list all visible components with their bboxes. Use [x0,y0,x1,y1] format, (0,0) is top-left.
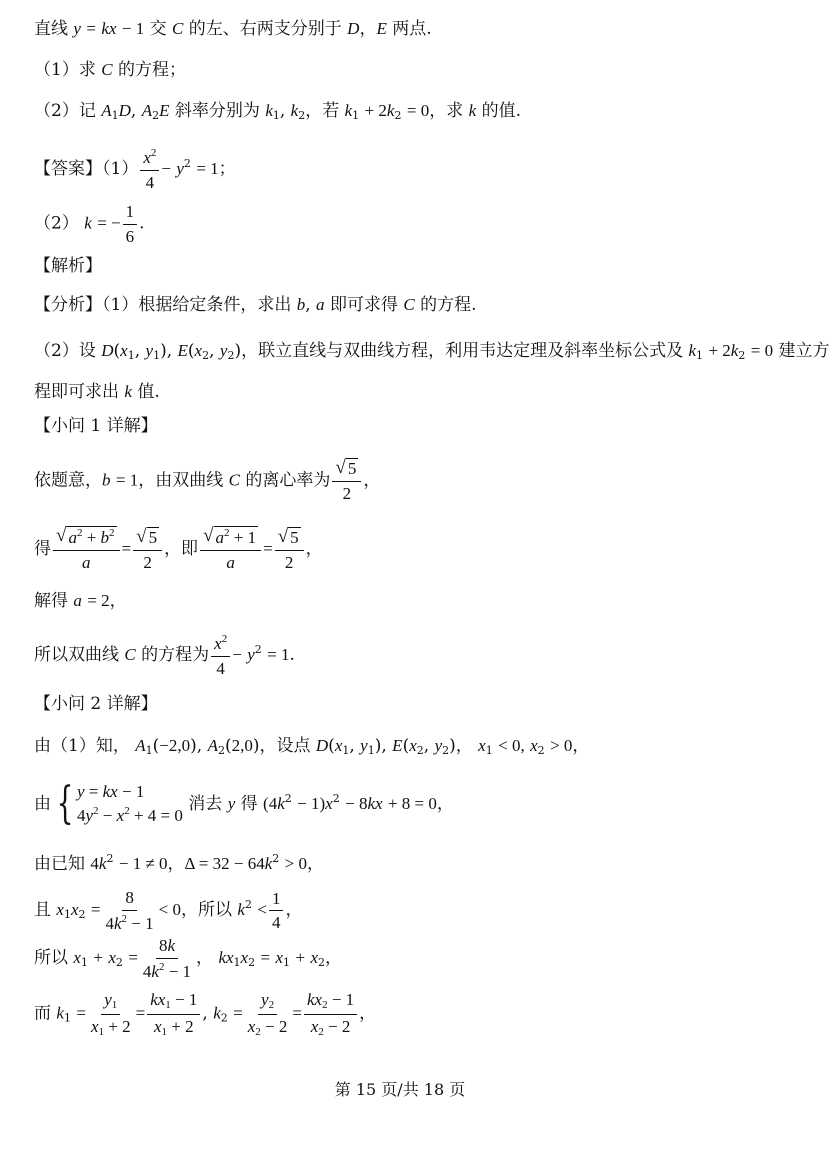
problem-part-2: （2）记 $A_1D$, $A_2E$ 斜率分别为 $k_1$, $k_2$，若 $k_1 + 2k_2 = 0$，求 k 的值. [34,101,521,122]
q2-line-1: 由（1）知， $A_1(-2,0)$, $A_2(2,0)$，设点 $D(x_1$, $y_1$), $E(x_2$, $y_2$)， $x_1 < 0$, $x_2 > 0$， [34,736,590,757]
page-footer: 第 15 页/共 18 页 [334,1080,466,1099]
q2-line-2: 由 { y = kx − 1 $4y^2 - x^2 + 4 = 0$ 消去 y 得 $(4k^2 - 1)x^2 - 8kx + 8 = 0$， [34,778,454,830]
q1-line-3: 解得 a = 2， [34,591,127,611]
analysis-line-3: 程即可求出 k 值. [34,382,160,402]
q2-line-6: 而 $k_1$ = $\frac{y_1}{x_1 + 2}$ = $\frac{kx_1 - 1}{x_1 + 2}$ , $k_2$ = $\frac{y_2}{x_2 - 2}$ = $\frac{kx_2 - 1}{x_2 - 2}$ ， [34,990,377,1038]
problem-part-1: （1）求 C 的方程； [34,60,186,80]
q2-line-3: 由已知 $4k^2 - 1 \ne 0$，$\Delta = 32 - 64k^2 > 0$， [34,852,324,874]
q1-line-4: 所以双曲线 C 的方程为 $\frac{x^2}{4}$ − $y^2 = 1$. [34,633,295,678]
problem-line-1: 直线 y = kx − 1 交 C 的左、右两支分别于 D，E 两点. [34,19,432,39]
q2-line-4: 且 $x_1x_2$ = $\frac{8}{4k^2 - 1}$ < 0，所以 $k^2$ < $\frac{1}{4}$ ， [34,888,303,933]
analysis-line-1: 【分析】（1）根据给定条件，求出 b, a 即可求得 C 的方程. [34,295,477,315]
q2-heading: 【小问 2 详解】 [34,694,158,714]
q1-heading: 【小问 1 详解】 [34,416,158,436]
answer-part-2: （2） k = − $\frac{1}{6}$ . [34,202,145,246]
answer-part-1: 【答案】（1） $\frac{x^2}{4}$ − $y^2 = 1$； [34,147,236,192]
q1-line-2: 得 √ $a^2 + b^2$ a = √ 5 2 ，即 √ $a^2 + 1$ a = √ 5 2 ， [34,525,323,573]
q2-line-5: 所以 $x_1 + x_2$ = $\frac{8k}{4k^2 - 1}$ ， $kx_1x_2 = x_1 + x_2$， [34,936,342,981]
jiexi-heading: 【解析】 [34,256,102,276]
analysis-line-2: （2）设 $D(x_1$, $y_1$), $E(x_2$, $y_2$)，联立直线与双曲线方程，利用韦达定理及斜率坐标公式及 $k_1 + 2k_2 = 0$ 建立方 [34,341,830,362]
q1-line-1: 依题意，b = 1，由双曲线 C 的离心率为 √ 5 2 ， [34,457,381,504]
